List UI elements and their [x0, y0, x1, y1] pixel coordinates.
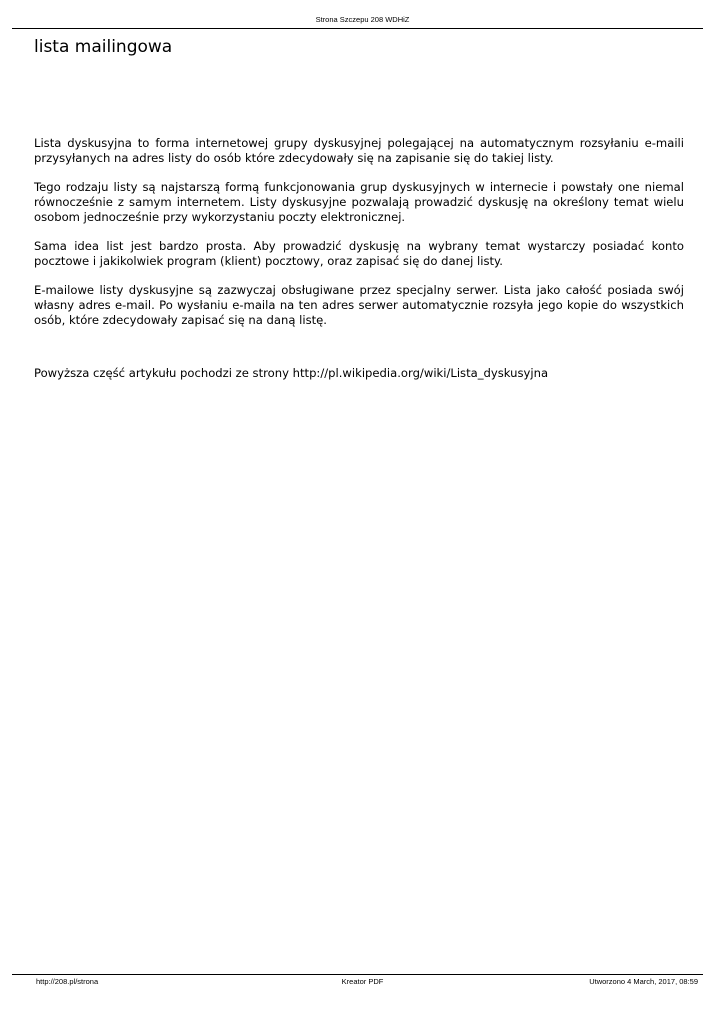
footer-divider	[12, 974, 703, 975]
footer-url: http://208.pl/strona	[36, 977, 99, 986]
source-note: Powyższa część artykułu pochodzi ze strony http://pl.wikipedia.org/wiki/Lista_dyskusyjna	[34, 366, 549, 380]
footer-generator: Kreator PDF	[341, 977, 384, 986]
article-body	[34, 136, 684, 395]
page-header: Strona Szczepu 208 WDHiZ	[315, 15, 410, 24]
footer-created-date: Utworzono 4 March, 2017, 08:59	[589, 977, 698, 986]
page-title: lista mailingowa	[34, 37, 173, 57]
paragraph-2: Tego rodzaju listy są najstarszą formą funkcjonowania grup dyskusyjnych w internecie i powstały one niemal równocześnie z samym internetem. Listy dyskusyjne pozwalają prowadzić dyskusję na określony temat wielu osobom jednocześnie przy wykorzystaniu poczty elektronicznej.	[34, 180, 684, 224]
paragraph-3: Sama idea list jest bardzo prosta. Aby prowadzić dyskusję na wybrany temat wystarczy posiadać konto pocztowe i jakikolwiek program (klient) pocztowy, oraz zapisać się do danej listy.	[34, 239, 684, 268]
header-divider	[12, 28, 703, 29]
paragraph-1: Lista dyskusyjna to forma internetowej grupy dyskusyjnej polegającej na automatycznym rozsyłaniu e-maili przysyłanych na adres listy do osób które zdecydowały się na zapisanie się do takiej listy.	[34, 136, 684, 165]
paragraph-4: E-mailowe listy dyskusyjne są zazwyczaj obsługiwane przez specjalny serwer. Lista jako całość posiada swój własny adres e-mail. Po wysłaniu e-maila na ten adres serwer automatycznie rozsyła jego kopie do wszystkich osób, które zdecydowały zapisać się na daną listę.	[34, 283, 684, 327]
page-footer	[0, 977, 725, 989]
